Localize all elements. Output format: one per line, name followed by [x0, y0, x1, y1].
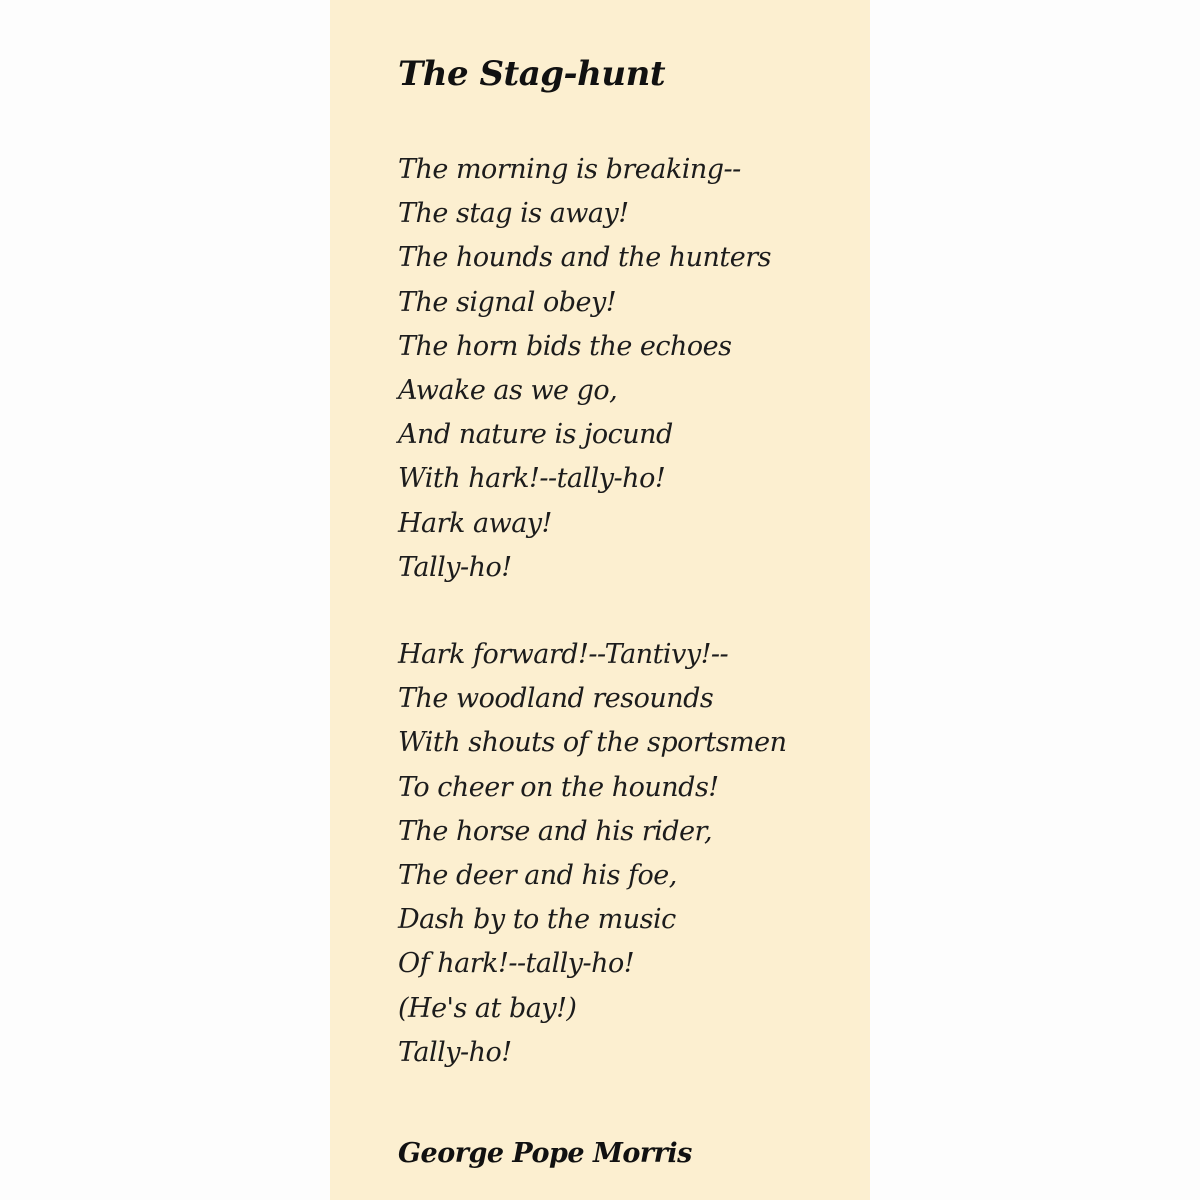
- poem-line: Dash by to the music: [398, 904, 676, 936]
- stanza-2: [398, 633, 787, 1075]
- poem-line: The horn bids the echoes: [398, 330, 732, 362]
- poem-author: George Pope Morris: [398, 1138, 692, 1169]
- poem-card: [330, 0, 870, 1200]
- poem-line: Tally-ho!: [398, 551, 512, 583]
- stanza-1: [398, 148, 771, 590]
- poem-line: To cheer on the hounds!: [398, 771, 719, 803]
- poem-line: With hark!--tally-ho!: [398, 463, 666, 495]
- poem-line: The hounds and the hunters: [398, 242, 772, 274]
- poem-line: With shouts of the sportsmen: [398, 727, 787, 759]
- poem-line: The deer and his foe,: [398, 859, 677, 891]
- poem-line: Tally-ho!: [398, 1036, 512, 1068]
- poem-line: And nature is jocund: [398, 419, 673, 451]
- poem-line: The horse and his rider,: [398, 815, 713, 847]
- poem-line: Awake as we go,: [398, 374, 618, 406]
- poem-title: The Stag-hunt: [398, 54, 666, 94]
- poem-line: The woodland resounds: [398, 683, 714, 715]
- poem-line: The morning is breaking--: [398, 154, 741, 185]
- poem-line: Hark forward!--Tantivy!--: [398, 639, 729, 670]
- poem-line: Of hark!--tally-ho!: [398, 948, 635, 980]
- poem-line: Hark away!: [398, 507, 552, 539]
- poem-line: The stag is away!: [398, 198, 629, 230]
- poem-line: (He's at bay!): [398, 992, 577, 1024]
- poem-line: The signal obey!: [398, 286, 617, 318]
